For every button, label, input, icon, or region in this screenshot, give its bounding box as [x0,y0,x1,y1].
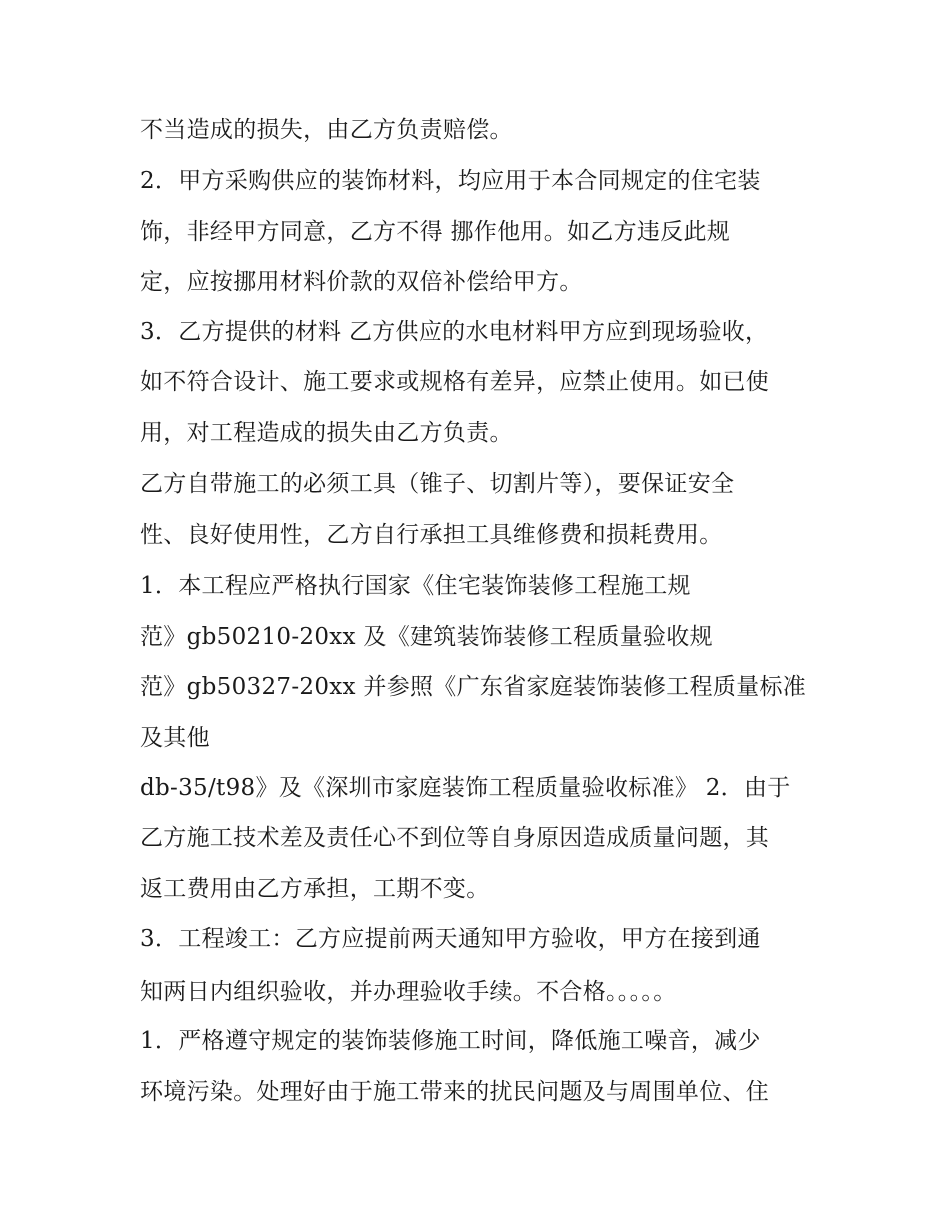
text-line: 返工费用由乙方承担，工期不变。 [140,876,490,902]
text-line: 范》gb50327-20xx 并参照《广东省家庭装饰装修工程质量标准 [140,674,807,700]
text-line: 范》gb50210-20xx 及《建筑装饰装修工程质量验收规 [140,624,713,650]
text-line: 及其他 [140,725,210,751]
text-line: 1．本工程应严格执行国家《住宅装饰装修工程施工规 [140,573,691,599]
text-line: 用，对工程造成的损失由乙方负责。 [140,420,513,446]
text-line: 3．工程竣工：乙方应提前两天通知甲方验收，甲方在接到通 [140,926,761,952]
text-line: 环境污染。处理好由于施工带来的扰民问题及与周围单位、住 [140,1079,770,1105]
text-line: db-35/t98》及《深圳市家庭装饰工程质量验收标准》 2．由于 [140,775,791,801]
text-line: 1．严格遵守规定的装饰装修施工时间，降低施工噪音，减少 [140,1028,761,1054]
text-line: 3．乙方提供的材料 乙方供应的水电材料甲方应到现场验收， [140,319,769,345]
text-line: 乙方施工技术差及责任心不到位等自身原因造成质量问题，其 [140,825,770,851]
text-line: 如不符合设计、施工要求或规格有差异，应禁止使用。如已使 [140,369,770,395]
text-line: 定，应按挪用材料价款的双倍补偿给甲方。 [140,269,583,295]
text-line: 不当造成的损失，由乙方负责赔偿。 [140,117,513,143]
text-line: 饰，非经甲方同意，乙方不得 挪作他用。如乙方违反此规 [140,219,731,245]
text-line: 乙方自带施工的必须工具（锥子、切割片等），要保证安全 [140,471,735,497]
text-line: 性、良好使用性，乙方自行承担工具维修费和损耗费用。 [140,522,723,548]
text-line: 知两日内组织验收，并办理验收手续。不合格。。。。。 [140,979,677,1005]
text-line: 2．甲方采购供应的装饰材料，均应用于本合同规定的住宅装 [140,168,761,194]
